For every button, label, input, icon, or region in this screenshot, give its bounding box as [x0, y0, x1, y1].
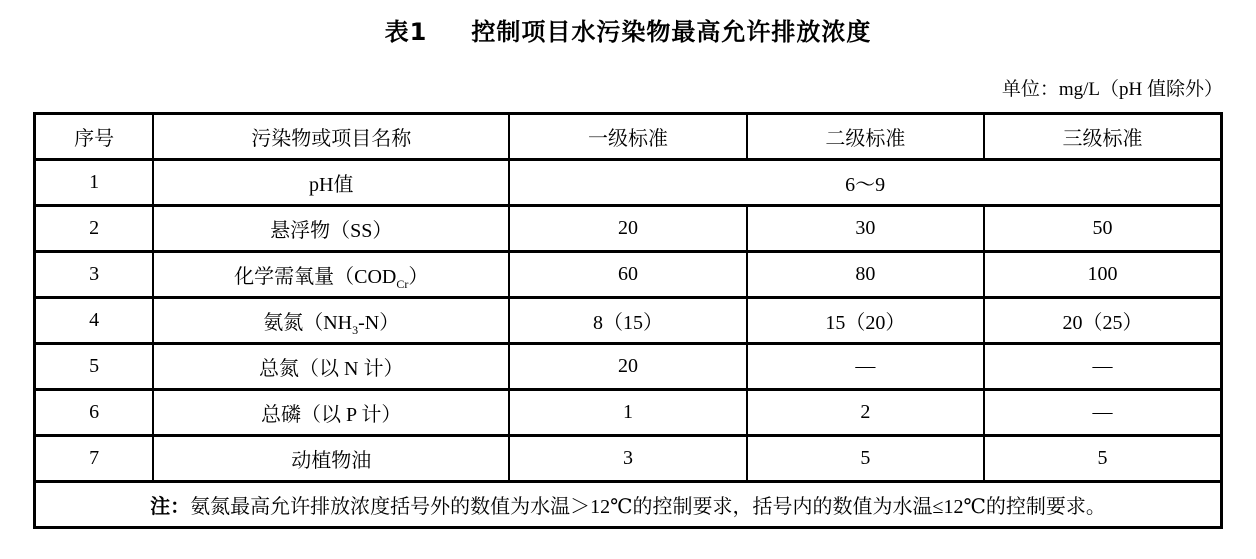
table-row [35, 390, 1222, 436]
header-cell-level1: 一级标准 [509, 114, 746, 160]
pollutant-name-cell: 化学需氧量$(COD_{Cr})$ [153, 252, 509, 298]
table-row [35, 344, 1222, 390]
subscript: 3 [352, 323, 359, 337]
note-row [35, 482, 1222, 528]
note-label: 注： [150, 496, 191, 518]
table-row [35, 252, 1222, 298]
level3-cell: 5 [984, 436, 1221, 482]
level1-cell: 1 [509, 390, 746, 436]
table-row [35, 436, 1222, 482]
pollutant-name-cell: 动植物油 [153, 436, 509, 482]
pollutant-name-cell: 氨氮$(NH_3-N)$ [153, 298, 509, 344]
page-title [0, 12, 1256, 47]
header-cell-no: 序号 [35, 114, 154, 160]
level2-cell: 80 [747, 252, 984, 298]
row-number-cell: 4 [35, 298, 154, 344]
level1-cell: 60 [509, 252, 746, 298]
row-number-cell: 1 [35, 160, 154, 206]
pollutant-name-cell: 总氮（以 N 计） [153, 344, 509, 390]
level2-cell: — [747, 344, 984, 390]
table-number: 表1 [384, 18, 428, 46]
level1-cell: 8（15） [509, 298, 746, 344]
pollutant-table [33, 112, 1223, 529]
row-number-cell: 2 [35, 206, 154, 252]
row-number-cell: 5 [35, 344, 154, 390]
pollutant-name-cell: pH值 [153, 160, 509, 206]
pollutant-name-cell: 总磷（以 P 计） [153, 390, 509, 436]
level2-cell: 5 [747, 436, 984, 482]
level3-cell: 100 [984, 252, 1221, 298]
row-number-cell: 3 [35, 252, 154, 298]
level2-cell: 2 [747, 390, 984, 436]
table-row [35, 160, 1222, 206]
header-row [35, 114, 1222, 160]
header-cell-level2: 二级标准 [747, 114, 984, 160]
pollutant-name-cell: 悬浮物（SS） [153, 206, 509, 252]
level3-cell: — [984, 390, 1221, 436]
level2-cell: 30 [747, 206, 984, 252]
level3-cell: 50 [984, 206, 1221, 252]
level3-cell: 20（25） [984, 298, 1221, 344]
subscript: Cr [396, 277, 409, 291]
header-cell-name: 污染物或项目名称 [153, 114, 509, 160]
row-number-cell: 6 [35, 390, 154, 436]
row-number-cell: 7 [35, 436, 154, 482]
level3-cell: — [984, 344, 1221, 390]
level1-cell: 20 [509, 344, 746, 390]
level2-cell: 15（20） [747, 298, 984, 344]
level1-cell: 20 [509, 206, 746, 252]
table-row [35, 298, 1222, 344]
table-row [35, 206, 1222, 252]
header-cell-level3: 三级标准 [984, 114, 1221, 160]
note-text: 氨氮最高允许排放浓度括号外的数值为水温＞12℃的控制要求，括号内的数值为水温≤12℃的控制要求。 [190, 496, 1106, 518]
merged-value-cell: 6～9 [509, 160, 1221, 206]
table-title-text: 控制项目水污染物最高允许排放浓度 [471, 18, 872, 46]
level1-cell: 3 [509, 436, 746, 482]
note-cell [35, 482, 1222, 528]
unit-note: 单位：mg/L（pH 值除外） [1001, 79, 1223, 100]
